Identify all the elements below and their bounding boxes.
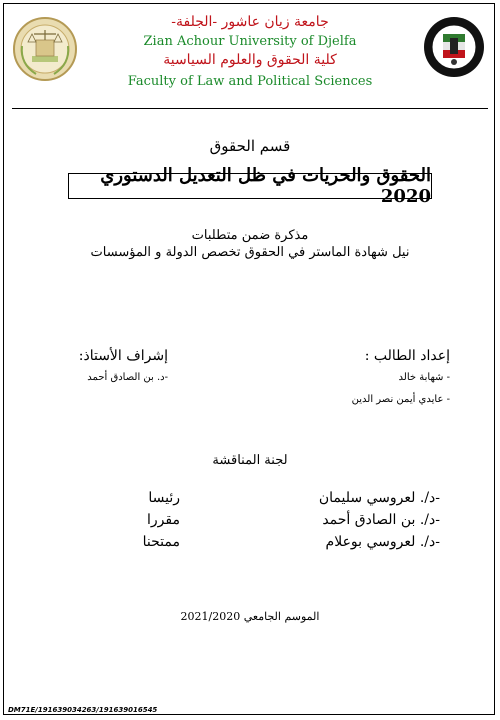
memo-line-2: نيل شهادة الماستر في الحقوق تخصص الدولة و المؤسسات <box>90 245 410 260</box>
committee-member-name: -د/. لعروسي سليمان <box>318 490 440 506</box>
committee-member-name: -د/. بن الصادق أحمد <box>322 512 440 528</box>
thesis-title: الحقوق والحريات في ظل التعديل الدستوري 2020 <box>100 165 431 207</box>
faculty-name-ar: كلية الحقوق والعلوم السياسية <box>163 52 337 68</box>
academic-year: الموسم الجامعي 2021/2020 <box>180 610 320 623</box>
university-seal-icon <box>423 16 485 78</box>
student-name: - شهابة خالد <box>398 372 450 383</box>
header-divider <box>12 108 488 109</box>
committee-member-name: -د/. لعروسي بوعلام <box>325 534 440 550</box>
thesis-title-box <box>68 165 432 207</box>
prepared-by-label: إعداد الطالب : <box>364 348 450 364</box>
supervisor-name: -د. بن الصادق أحمد <box>87 372 168 383</box>
document-code: DM71E/191639034263/191639016545 <box>8 706 158 714</box>
university-name-ar: جامعة زيان عاشور -الجلفة- <box>171 14 329 30</box>
student-name: - عايدي أيمن نصر الدين <box>351 394 450 405</box>
department-name: قسم الحقوق <box>209 137 291 155</box>
committee-member-role: رئيسا <box>148 490 180 506</box>
supervision-label: إشراف الأستاذ: <box>78 348 168 364</box>
committee-member-role: مقررا <box>147 512 180 528</box>
committee-label: لجنة المناقشة <box>212 453 288 468</box>
faculty-name-en: Faculty of Law and Political Sciences <box>127 74 373 89</box>
committee-member-role: ممتحنا <box>142 534 180 550</box>
memo-line-1: مذكرة ضمن متطلبات <box>191 228 309 243</box>
university-name-en: Zian Achour University of Djelfa <box>143 34 357 49</box>
university-emblem-icon <box>12 16 78 82</box>
